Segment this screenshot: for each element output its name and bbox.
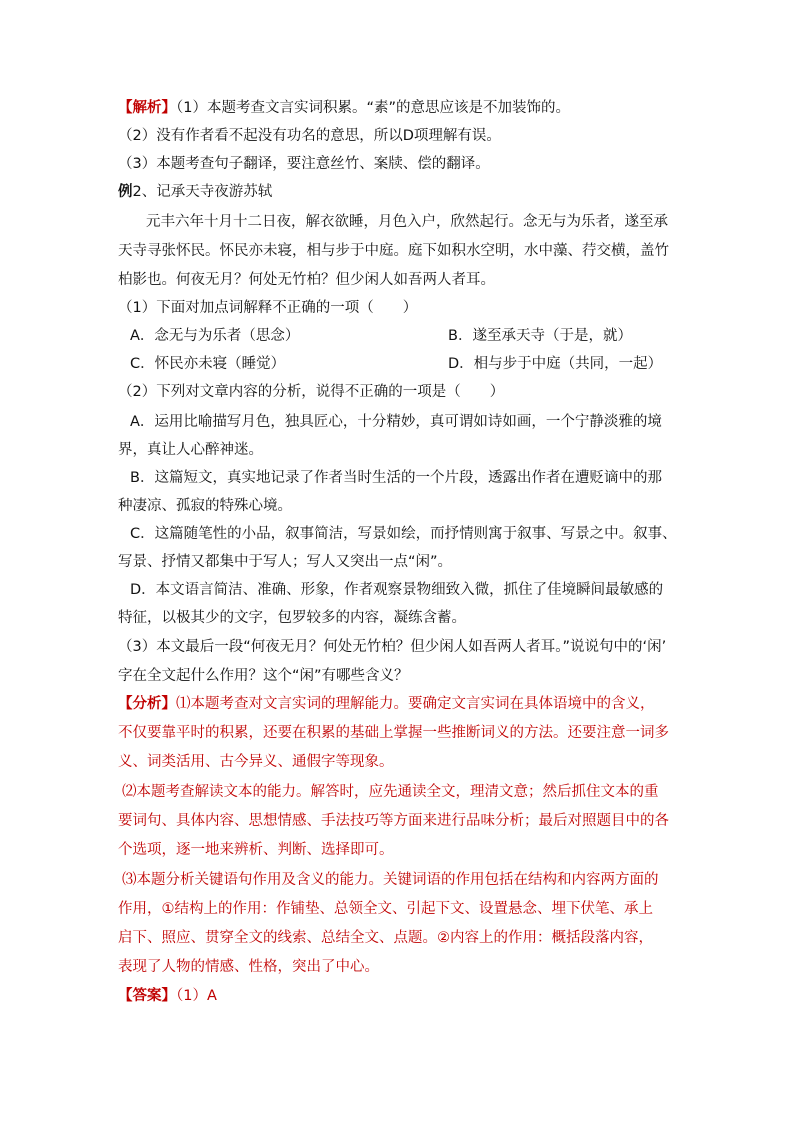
q2-option-c-2: 写景、抒情又都集中于写人；写人又突出一点“闲”。 xyxy=(118,554,453,570)
analysis-section-label: 【分析】 xyxy=(118,696,176,712)
answer-label: 【答案】 xyxy=(118,988,176,1004)
q3-line-1: （3）本文最后一段“何夜无月？何处无竹柏？但少闲人如吾两人者耳。”说说句中的‘闲’ xyxy=(118,639,667,655)
q2-option-c-1: C．这篇随笔性的小品，叙事简洁，写景如绘，而抒情则寓于叙事、写景之中。叙事、 xyxy=(130,526,677,542)
analysis-p3-line-2: 作用，①结构上的作用：作铺垫、总领全文、引起下文、设置悬念、埋下伏笔、承上 xyxy=(118,901,653,917)
q1-stem: （1）下面对加点词解释不正确的一项（ ） xyxy=(118,300,418,316)
q2-stem: （2）下列对文章内容的分析，说得不正确的一项是（ ） xyxy=(118,384,505,400)
analysis-p1-line-2: 不仅要靠平时的积累，还要在积累的基础上掌握一些推断词义的方法。还要注意一词多 xyxy=(118,725,669,741)
q1-option-a: A．念无与为乐者（思念） xyxy=(130,328,300,344)
analysis-p2-line-3: 个选项，逐一地来辨析、判断、选择即可。 xyxy=(118,842,394,858)
q1-option-d: D．相与步于中庭（共同，一起） xyxy=(448,356,663,372)
analysis-p2-line-2: 要词句、具体内容、思想情感、手法技巧等方面来进行品味分析；最后对照题目中的各 xyxy=(118,813,669,829)
analysis-p1-line-1: 【分析】⑴本题考查对文言实词的理解能力。要确定文言实词在具体语境中的含义， xyxy=(118,696,655,712)
q3-line-2: 字在全文起什么作用？这个“闲”有哪些含义？ xyxy=(118,668,409,684)
q2-option-b-2: 种凄凉、孤寂的特殊心境。 xyxy=(118,498,292,514)
analysis-p3-line-4: 表现了人物的情感、性格，突出了中心。 xyxy=(118,959,379,975)
q1-option-c: C．怀民亦未寝（睡觉） xyxy=(130,356,286,372)
q2-option-d-2: 特征，以极其少的文字，包罗较多的内容，凝练含蓄。 xyxy=(118,610,466,626)
passage-line-2: 天寺寻张怀民。怀民亦未寝，相与步于中庭。庭下如积水空明，水中藻、荇交横，盖竹 xyxy=(118,243,669,259)
prev-analysis-line-2: （2）没有作者看不起没有功名的意思，所以D项理解有误。 xyxy=(118,128,501,144)
prev-analysis-line-3: （3）本题考查句子翻译，要注意丝竹、案牍、偿的翻译。 xyxy=(118,156,490,172)
q2-option-d-1: D．本文语言简洁、准确、形象，作者观察景物细致入微，抓住了佳境瞬间最敏感的 xyxy=(130,582,664,598)
analysis-label: 【解析】 xyxy=(118,100,176,116)
answer-line: 【答案】（1）A xyxy=(118,988,217,1004)
example-title: 例2、记承天寺夜游苏轼 xyxy=(118,184,273,200)
passage-line-1: 元丰六年十月十二日夜，解衣欲睡，月色入户，欣然起行。念无与为乐者，遂至承 xyxy=(146,214,668,230)
analysis-p3-line-3: 启下、照应、贯穿全文的线索、总结全文、点题。②内容上的作用：概括段落内容， xyxy=(118,930,653,946)
analysis-p1-line-3: 义、词类活用、古今异义、通假字等现象。 xyxy=(118,754,394,770)
q2-option-a-1: A．运用比喻描写月色，独具匠心，十分精妙，真可谓如诗如画，一个宁静淡雅的境 xyxy=(130,414,662,430)
q1-option-b: B．遂至承天寺（于是，就） xyxy=(448,328,632,344)
analysis-p2-line-1: ⑵本题考查解读文本的能力。解答时，应先通读全文，理清文意；然后抓住文本的重 xyxy=(122,784,659,800)
q2-option-a-2: 界，真让人心醉神迷。 xyxy=(118,442,263,458)
prev-analysis-line-1: 【解析】（1）本题考查文言实词积累。“素”的意思应该是不加装饰的。 xyxy=(118,100,570,116)
analysis-p3-line-1: ⑶本题分析关键语句作用及含义的能力。关键词语的作用包括在结构和内容两方面的 xyxy=(122,872,659,888)
q2-option-b-1: B．这篇短文，真实地记录了作者当时生活的一个片段，透露出作者在遭贬谪中的那 xyxy=(130,470,662,486)
passage-line-3: 柏影也。何夜无月？何处无竹柏？但少闲人如吾两人者耳。 xyxy=(118,272,495,288)
